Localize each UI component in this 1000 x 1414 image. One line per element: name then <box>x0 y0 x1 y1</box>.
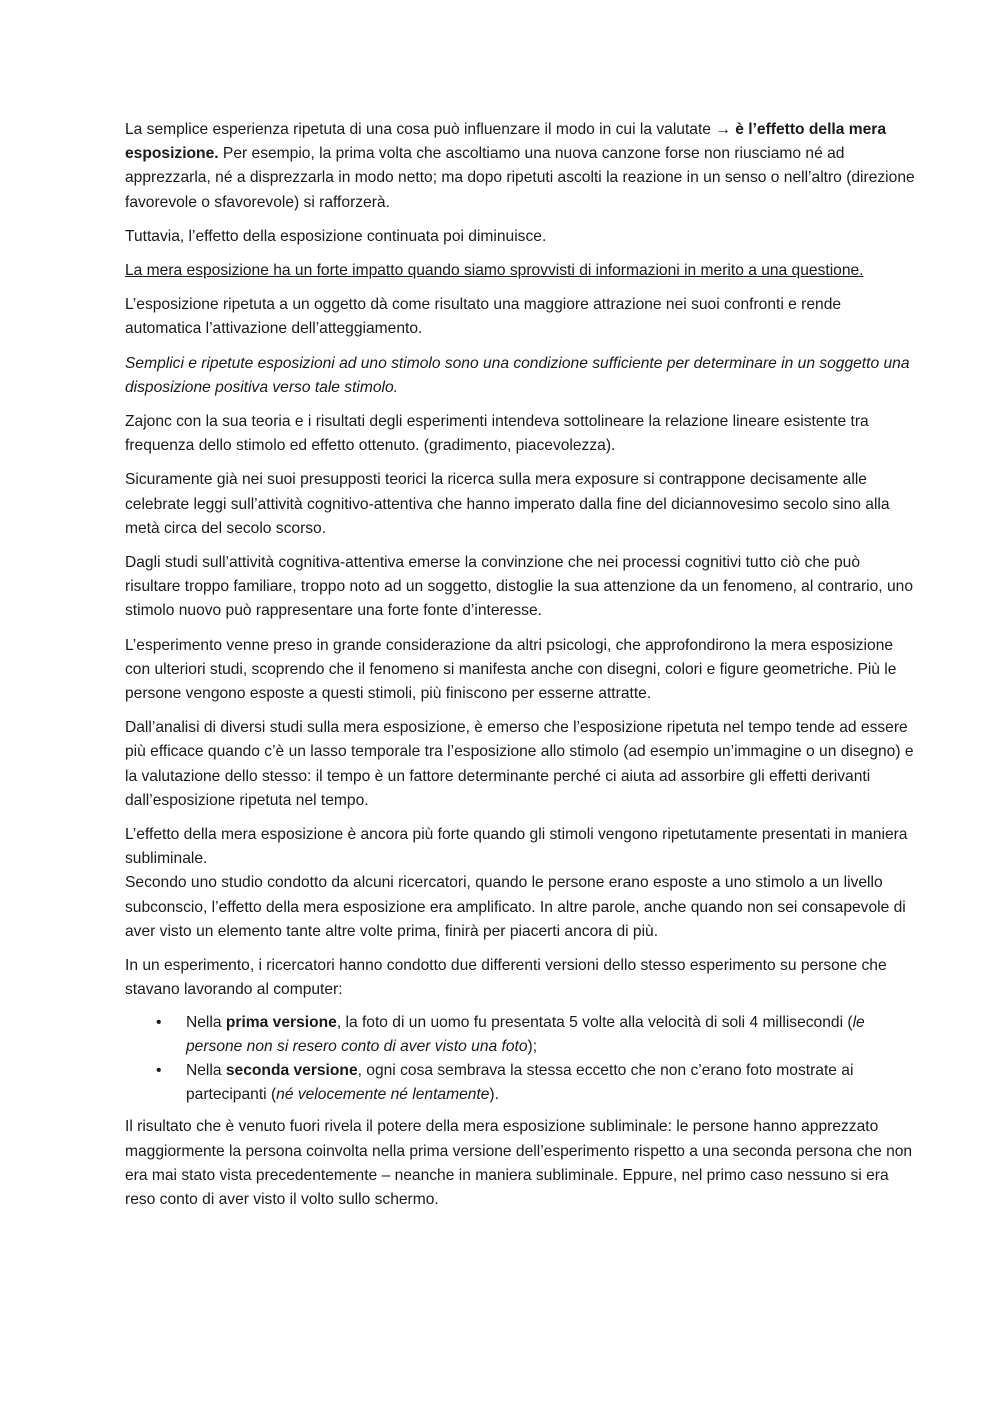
paragraph-computer-experiment: In un esperimento, i ricercatori hanno condotto due differenti versioni dello stesso esperimento su persone che stavano lavorando al computer: <box>125 957 887 999</box>
paragraph-subliminal <box>125 823 915 944</box>
paragraph-underlined: La mera esposizione ha un forte impatto quando siamo sprovvisti di informazioni in merito a una questione. <box>125 262 864 280</box>
subliminal-text-b: Secondo uno studio condotto da alcuni ricercatori, quando le persone erano esposte a uno stimolo a un livello subconscio, l’effetto della mera esposizione era amplificato. In altre parole, anche quando non sei consapevole di aver visto un elemento tante altre volte prima, finirà per piacerti ancora di più. <box>125 874 906 940</box>
document-page <box>125 118 915 1222</box>
bullet-icon: • <box>156 1013 162 1031</box>
paragraph-mere-exposure-research: Sicuramente già nei suoi presupposti teorici la ricerca sulla mera exposure si contrappone decisamente alle celebrate leggi sull’attività cognitivo-attentiva che hanno imperato dalla fine del diciannovesimo secolo sino alla metà circa del secolo scorso. <box>125 471 890 537</box>
paragraph-cognitive-studies: Dagli studi sull’attività cognitiva-attentiva emerse la convinzione che nei processi cognitivi tutto ciò che può risultare troppo familiare, troppo noto ad un soggetto, distoglie la sua attenzione da un fenomeno, al contrario, uno stimolo nuovo può rappresentare una forte fonte d’interesse. <box>125 554 913 620</box>
bullet-text: Nella <box>186 1013 226 1031</box>
bullet-text: Nella <box>186 1061 226 1079</box>
bullet-text: , ogni cosa sembrava la stessa eccetto che non c’erano foto mostrate ai partecipanti ( <box>186 1061 854 1104</box>
list-item <box>125 1011 915 1059</box>
paragraph-result: Il risultato che è venuto fuori rivela il potere della mera esposizione subliminale: le persone hanno apprezzato maggiormente la persona coinvolta nella prima versione dell’esperimento rispetto a una seconda persona che non era mai stato vista precedentemente – neanche in maniera subliminale. Eppure, nel primo caso nessuno si era reso conto di aver visto il volto sullo schermo. <box>125 1118 913 1208</box>
bullet-italic-text: le persone non si resero conto di aver visto una foto <box>186 1013 865 1055</box>
bullet-icon: • <box>156 1061 162 1079</box>
paragraph-experiment: L’esperimento venne preso in grande considerazione da altri psicologi, che approfondirono la mera esposizione con ulteriori studi, scoprendo che il fenomeno si manifesta anche con disegni, colori e figure geometriche. Più le persone vengono esposte a questi stimoli, più finiscono per esserne attratte. <box>125 636 897 703</box>
bullet-text: ). <box>489 1086 499 1104</box>
subliminal-text-a: L’effetto della mera esposizione è ancora più forte quando gli stimoli vengono ripetutamente presentati in maniera subliminale. <box>125 826 908 868</box>
bullet-bold-text: prima versione <box>225 1013 337 1031</box>
paragraph-zajonc: Zajonc con la sua teoria e i risultati degli esperimenti intendeva sottolineare la relazione lineare esistente tra frequenza dello stimolo ed effetto ottenuto. (gradimento, piacevolezza). <box>125 413 869 455</box>
paragraph-italic-definition: Semplici e ripetute esposizioni ad uno stimolo sono una condizione sufficiente per determinare in un soggetto una disposizione positiva verso tale stimolo. <box>125 354 910 396</box>
arrow-right-icon: → <box>715 121 731 138</box>
bullet-list <box>125 1011 915 1108</box>
paragraph-analysis: Dall’analisi di diversi studi sulla mera esposizione, è emerso che l’esposizione ripetuta nel tempo tende ad essere più efficace quando c’è un lasso temporale tra l’esposizione allo stimolo (ad esempio un’immagine o un disegno) e la valutazione dello stesso: il tempo è un fattore determinante perché ci aiuta ad assorbire gli effetti derivanti dall’esposizione ripetuta nel tempo. <box>125 719 914 809</box>
intro-text: La semplice esperienza ripetuta di una cosa può influenzare il modo in cui la valutate <box>125 121 716 138</box>
intro-bold-text: è l’effetto della mera esposizione. <box>125 121 887 163</box>
bullet-bold-text: seconda versione <box>225 1061 358 1079</box>
paragraph-intro <box>125 118 915 215</box>
paragraph-however: Tuttavia, l’effetto della esposizione continuata poi diminuisce. <box>125 227 547 245</box>
bullet-text: , la foto di un uomo fu presentata 5 volte alla velocità di soli 4 millisecondi ( <box>336 1013 853 1031</box>
list-item <box>125 1059 915 1107</box>
paragraph-repeated-exposure: L’esposizione ripetuta a un oggetto dà come risultato una maggiore attrazione nei suoi confronti e rende automatica l’attivazione dell’atteggiamento. <box>125 296 842 338</box>
bullet-italic-text: né velocemente né lentamente <box>276 1086 490 1104</box>
intro-text-cont: Per esempio, la prima volta che ascoltiamo una nuova canzone forse non riusciamo né ad apprezzarla, né a disprezzarla in modo netto; ma dopo ripetuti ascolti la reazione in un senso o nell’altro (direzione favorevole o sfavorevole) si rafforzerà. <box>125 145 915 211</box>
bullet-text: ); <box>527 1037 538 1055</box>
